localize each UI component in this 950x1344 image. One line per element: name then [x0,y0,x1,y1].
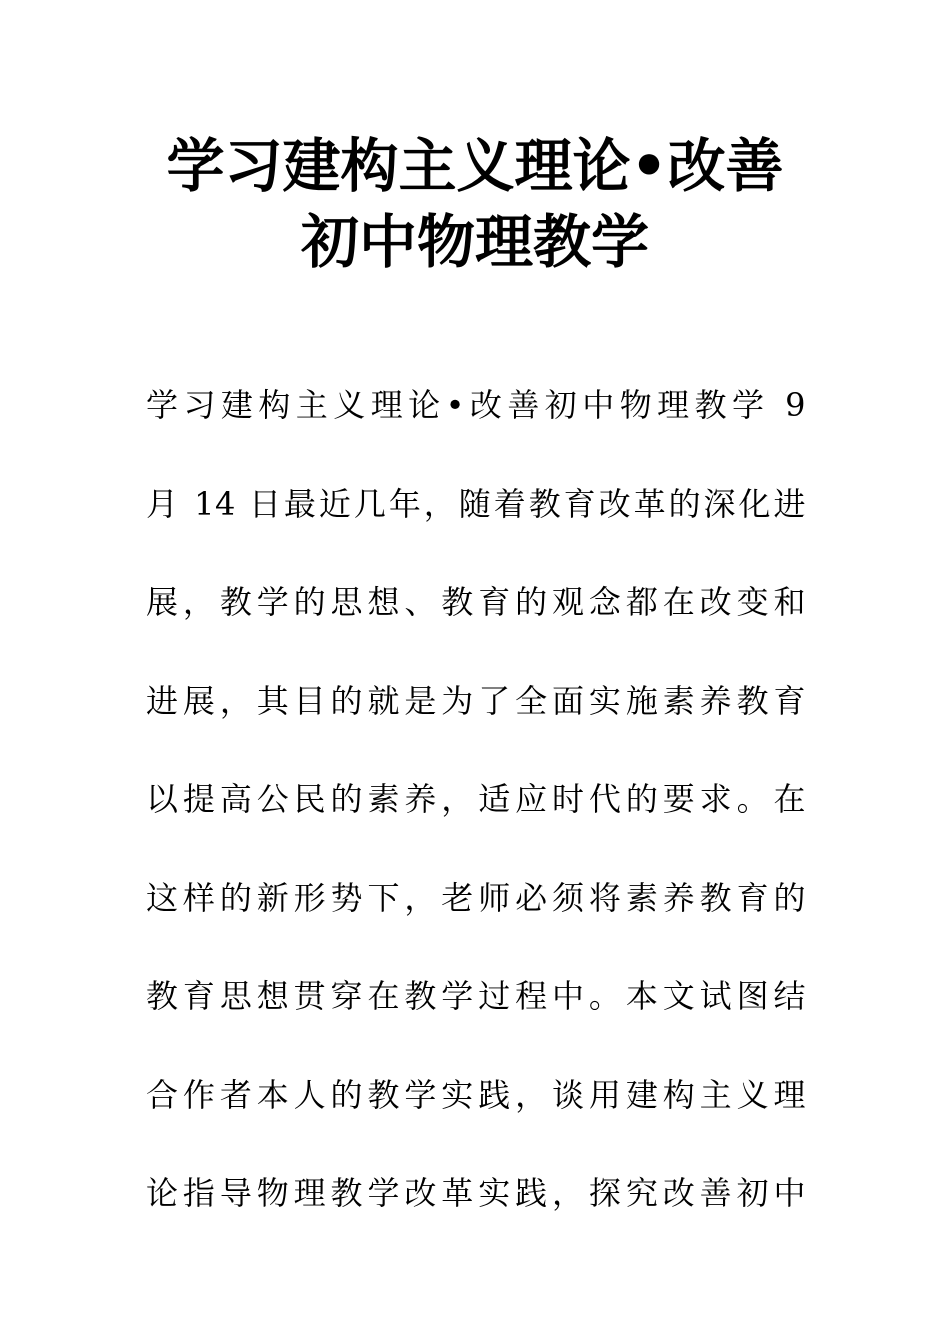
document-title [0,128,950,280]
title-line-1: 学习建构主义理论•改善 [166,132,784,200]
body-line-7: 教育思想贯穿在教学过程中。本文试图结 [146,977,806,1015]
title-line-2: 初中物理教学 [300,208,649,276]
body-line-4: 进展，其目的就是为了全面实施素养教育 [146,681,806,720]
body-line-5: 以提高公民的素养，适应时代的要求。在 [146,780,806,818]
body-line-8: 合作者本人的教学实践，谈用建构主义理 [146,1075,806,1114]
body-line-3: 展，教学的思想、教育的观念都在改变和 [146,583,806,621]
body-line-6: 这样的新形势下，老师必须将素养教育的 [146,878,806,917]
body-line-9: 论指导物理教学改革实践，探究改善初中 [146,1174,806,1212]
document-body [146,372,806,1259]
body-line-1: 学习建构主义理论•改善初中物理教学 9 [146,386,806,424]
body-line-2: 月 14 日最近几年，随着教育改革的深化进 [146,484,806,523]
